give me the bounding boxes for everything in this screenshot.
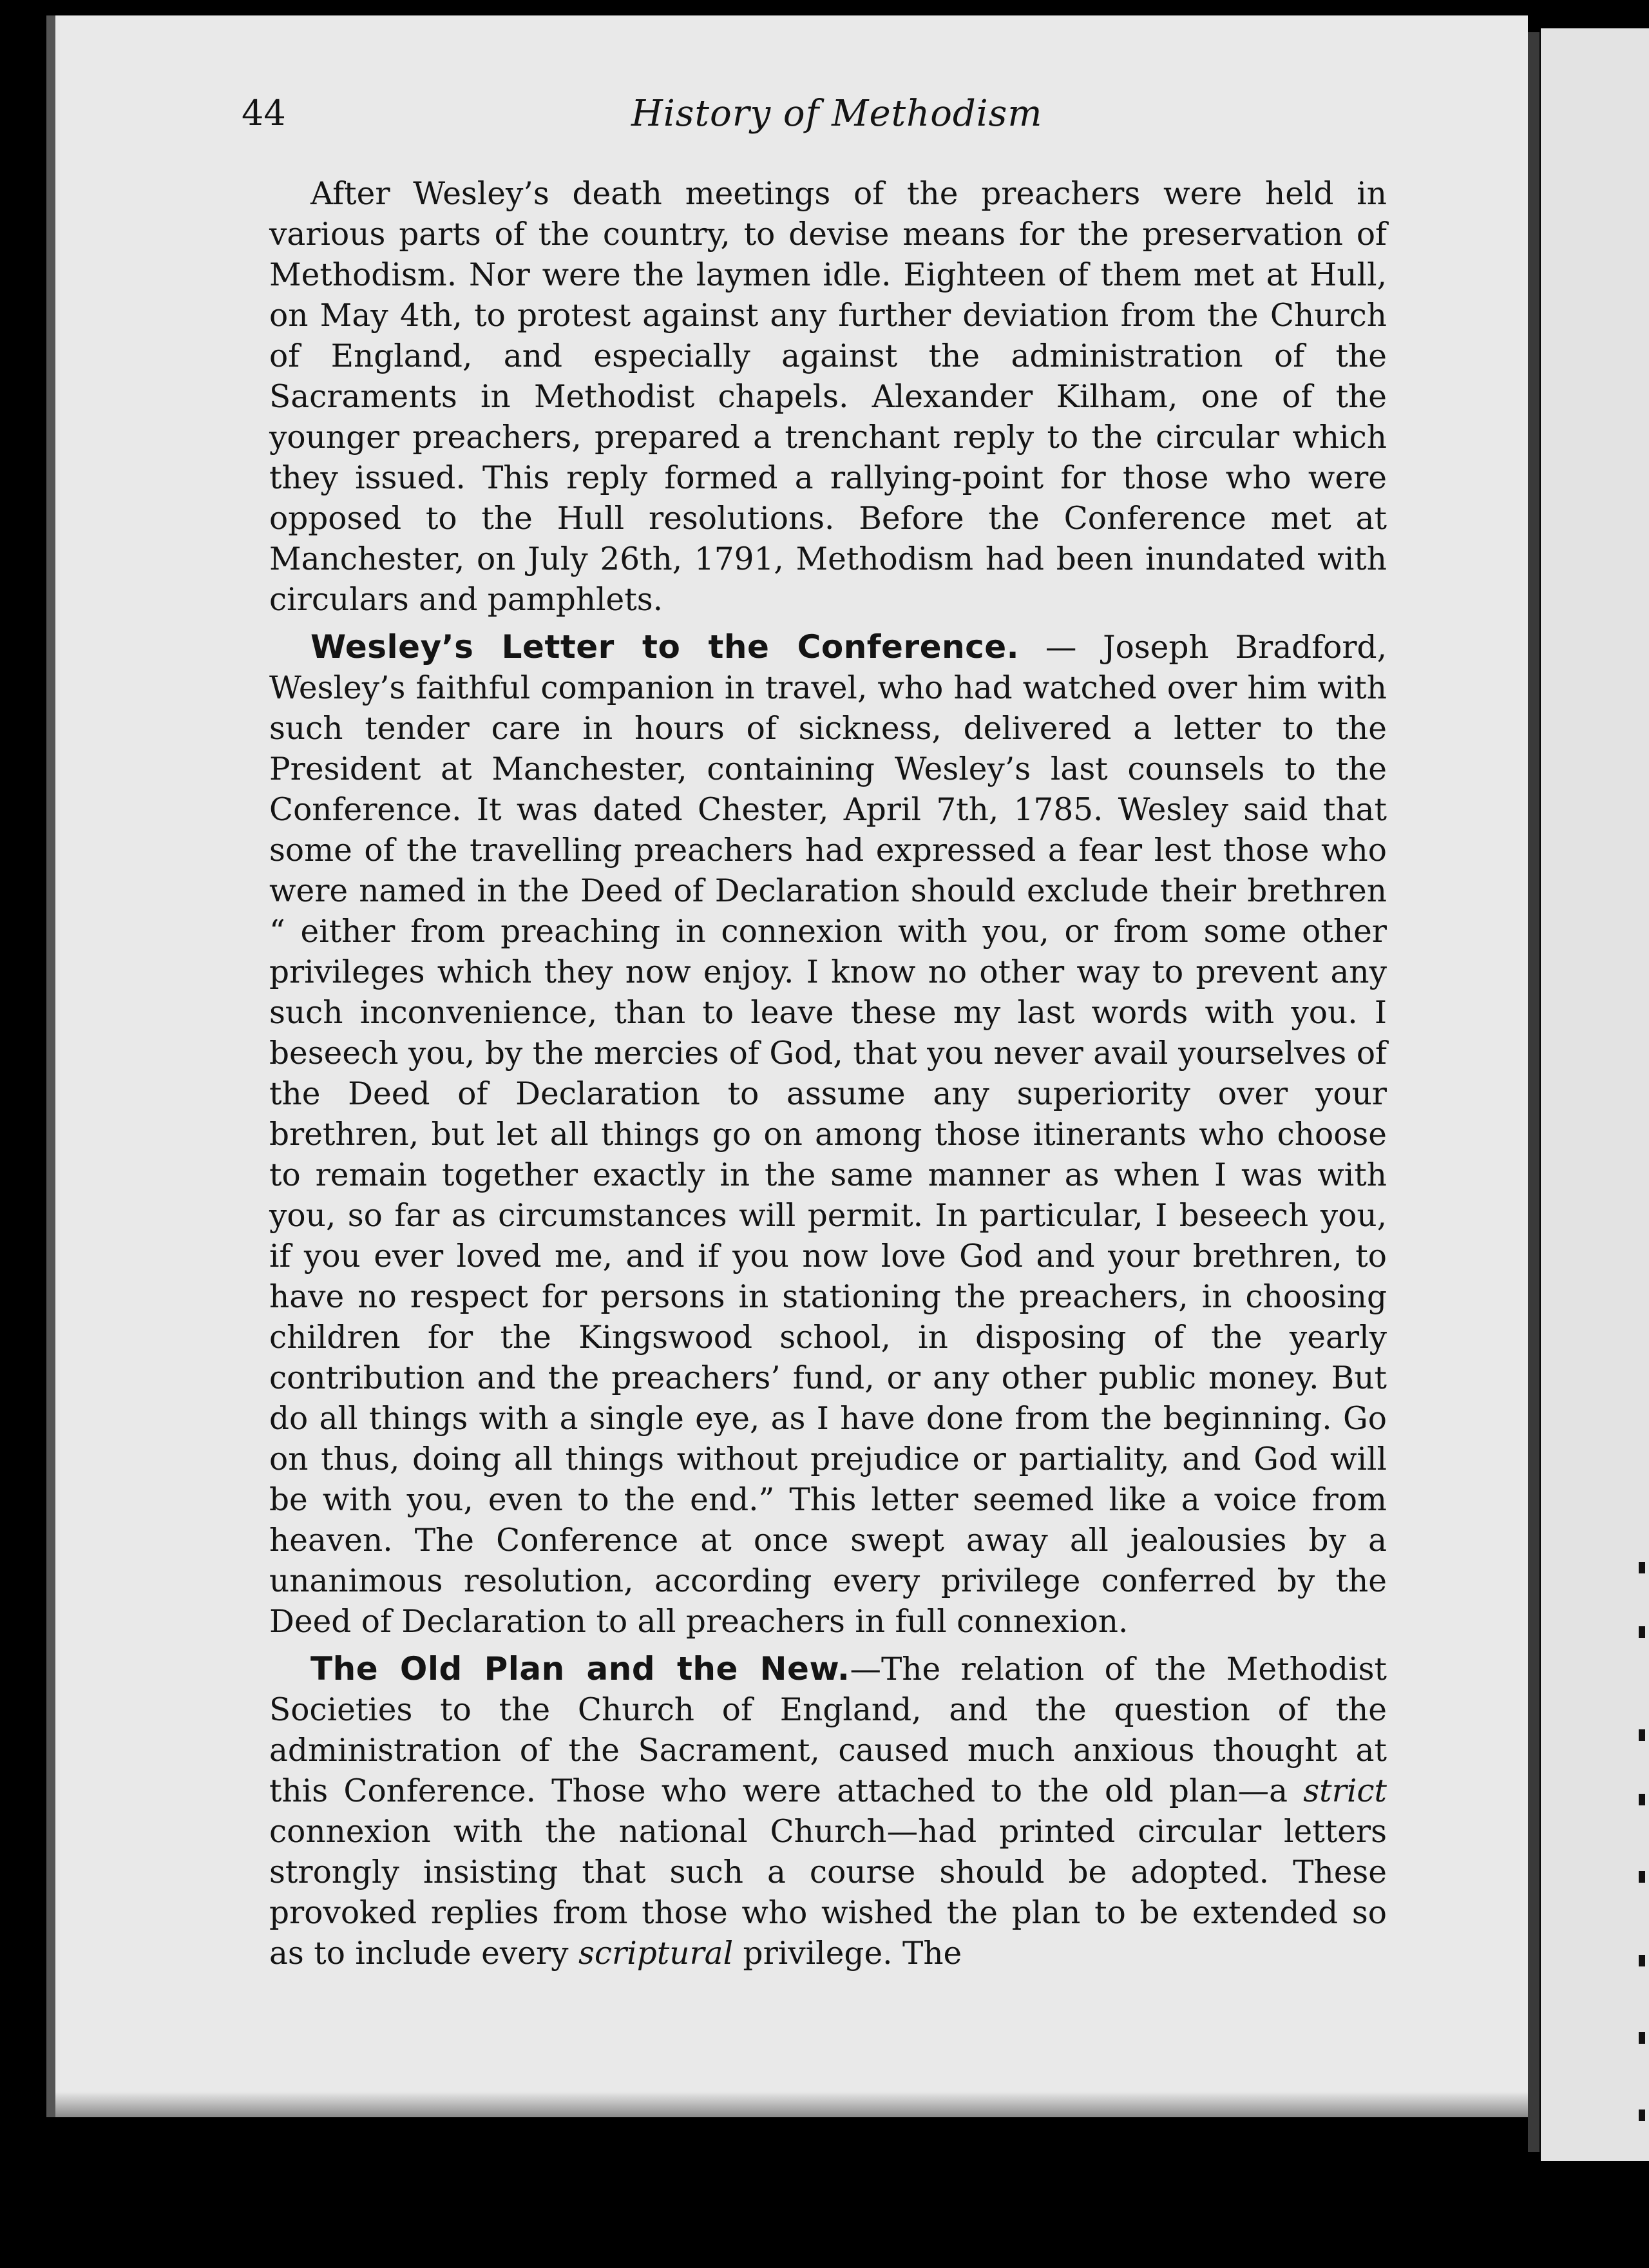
adjacent-page-ink-mark bbox=[1639, 1955, 1645, 1966]
page-number: 44 bbox=[242, 93, 286, 133]
adjacent-page-ink-mark bbox=[1639, 1562, 1645, 1573]
paragraph-after-wesleys-death: After Wesley’s death meetings of the preachers were held in various parts of the country, to devise means for the preservation of Methodism. Nor were the laymen idle. Eighteen of them met at Hull, on May 4th, to protest against any further deviation from the Church of England, and especially against the administration of the Sacraments in Methodist chapels. Alexander Kilham, one of the younger preachers, prepared a trenchant reply to the circular which they issued. This reply formed a rallying-point for those who were opposed to the Hull resolutions. Before the Conference met at Manchester, on July 26th, 1791, Methodism had been inundated with circulars and pamphlets. bbox=[269, 176, 1387, 618]
adjacent-page-ink-mark bbox=[1639, 2109, 1645, 2121]
body-text bbox=[269, 174, 1387, 1981]
adjacent-page-ink-mark bbox=[1639, 1871, 1645, 1883]
paragraph-text: privilege. The bbox=[733, 1936, 962, 1972]
section-heading-old-plan-and-new: The Old Plan and the New. bbox=[310, 1650, 850, 1687]
page-bottom-shadow bbox=[55, 2091, 1528, 2117]
adjacent-page-ink-mark bbox=[1639, 1729, 1645, 1741]
paragraph-text: — Joseph Bradford, Wesley’s faithful companion in travel, who had watched over him with such tender care in hours of sickness, delivered a letter to the President at Manchester, containing Wesley’s last counsels to the Conference. It was dated Chester, April 7th, 1785. Wesley said that some of the travelling preachers had expressed a fear lest those who were named in the Deed of Declaration should exclude their brethren “ either from preaching in connexion with you, or from some other privileges which they now enjoy. I know no other way to prevent any such inconvenience, than to leave these my last words with you. I beseech you, by the mercies of God, that you never avail yourselves of the Deed of Declaration to assume any superiority over your brethren, but let all things go on among those itinerants who choose to remain together exactly in the same manner as when I was with you, so far as circumstances will permit. In particular, I beseech you, if you ever loved me, and if you now love God and your brethren, to have no respect for persons in stationing the preachers, in choosing children for the Kingswood school, in disposing of the yearly contribution and the preachers’ fund, or any other public money. But do all things with a single eye, as I have done from the beginning. Go on thus, doing all things without prejudice or partiality, and God will be with you, even to the end.” This letter seemed like a voice from heaven. The Conference at once swept away all jealousies by a unanimous resolution, according every privilege conferred by the Deed of Declaration to all preachers in full connexion. bbox=[269, 629, 1387, 1640]
book-gutter bbox=[1528, 32, 1539, 2152]
paragraph-text: connexion with the national Church—had printed circular letters strongly insisting that such a course should be adopted. These provoked replies from those who wished the plan to be extended so as to include every bbox=[269, 1814, 1387, 1972]
adjacent-page-edge bbox=[1541, 28, 1649, 2161]
paragraph-old-plan-and-new bbox=[269, 1649, 1387, 1974]
emphasis-scriptural: scriptural bbox=[578, 1936, 734, 1972]
emphasis-strict: strict bbox=[1303, 1773, 1387, 1809]
section-heading-wesleys-letter: Wesley’s Letter to the Conference. bbox=[310, 628, 1020, 666]
paragraph-text: —The relation of the Methodist Societies to the Church of England, and the question of the administration of the Sacrament, caused much anxious thought at this Conference. Those who were attached to the old plan—a bbox=[269, 1651, 1387, 1809]
running-head bbox=[242, 93, 1388, 151]
adjacent-page-ink-mark bbox=[1639, 1794, 1645, 1805]
running-title: History of Methodism bbox=[631, 93, 1043, 135]
paragraph-wesleys-letter bbox=[269, 627, 1387, 1642]
adjacent-page-ink-mark bbox=[1639, 1626, 1645, 1638]
adjacent-page-ink-mark bbox=[1639, 2032, 1645, 2044]
